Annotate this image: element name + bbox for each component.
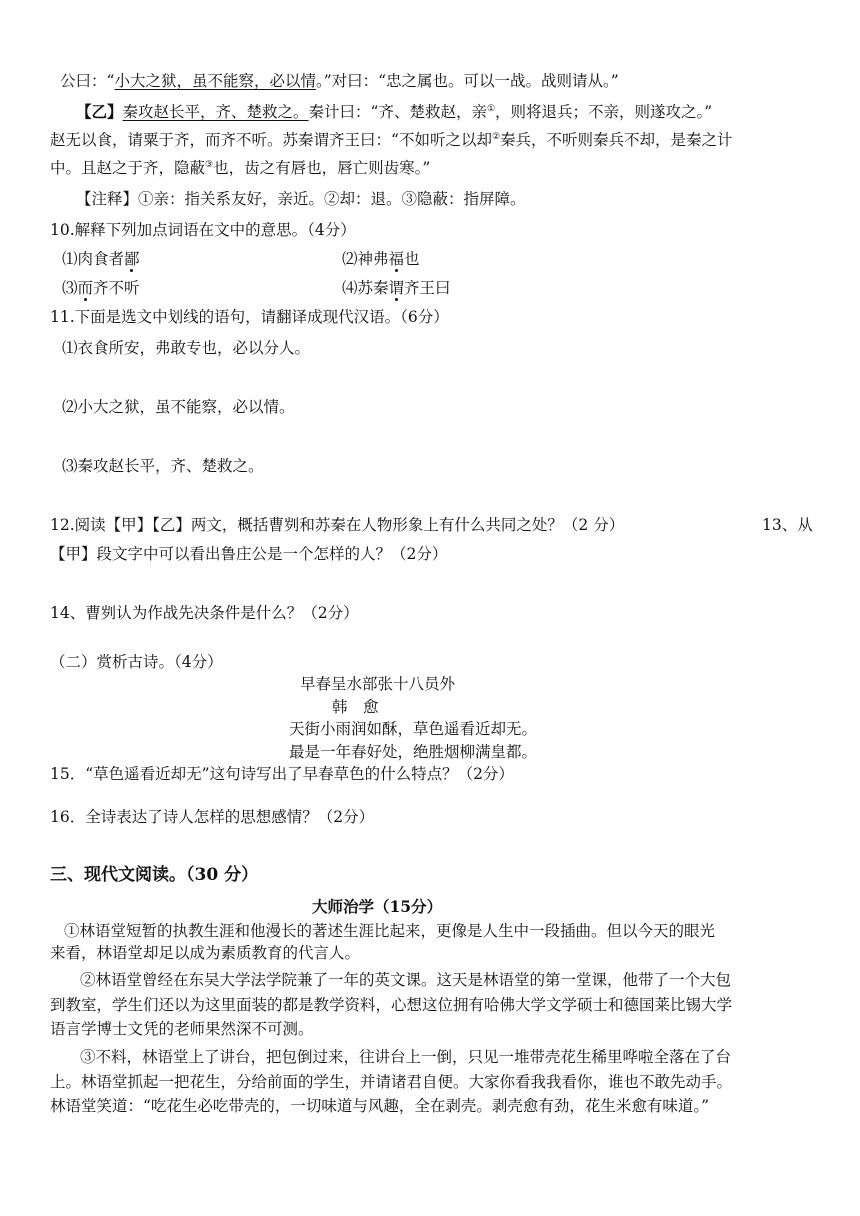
passage-b-line-2 [50, 129, 733, 151]
question-15: 15．“草色遥看近却无”这句诗写出了早春草色的什么特点？（2分） [50, 765, 514, 783]
passage-b-line3-a: 中。且赵之于齐，隐蔽 [50, 159, 206, 177]
note-marker-1: ① [486, 103, 496, 114]
note-marker-3: ③ [205, 159, 214, 170]
passage-b-line2-c: 秦兵，不听则秦兵不却，是秦之计 [500, 131, 733, 149]
question-12: 12.阅读【甲】【乙】两文，概括曹刿和苏秦在人物形象上有什么共同之处？（2 分） [50, 516, 625, 534]
question-16: 16．全诗表达了诗人怎样的思想感情？（2分） [50, 808, 375, 826]
question-13-number: 13、从 [762, 516, 813, 534]
q10-item-1-pre: ⑴肉食者 [62, 250, 125, 268]
passage-a-dialogue [60, 70, 619, 92]
article-p1-line-2: 来看，林语堂却足以成为素质教育的代言人。 [50, 944, 361, 962]
passage-b-underlined: 秦攻赵长平，齐、楚救之。 [122, 103, 309, 121]
passage-a-lead: 公曰：“ [60, 72, 115, 90]
passage-b-line-3 [50, 157, 430, 179]
article-p1-line-1: ①林语堂短暂的执教生涯和他漫长的著述生涯比起来，更像是人生中一段插曲。但以今天的眼光 [64, 922, 716, 940]
q10-item-4-dotted-word: 谓 [388, 279, 405, 297]
article-p2-line-2: 到教室，学生们还以为这里面装的都是教学资料，心想这位拥有哈佛大学文学硕士和德国莱比锡大学 [50, 996, 733, 1014]
q10-item-3-pre: ⑶ [62, 279, 78, 297]
article-p3-line-3: 林语堂笑道：“吃花生必吃带壳的，一切味道与风趣，全在剥壳。剥壳愈有劲，花生米愈有味道。” [50, 1097, 710, 1115]
article-p2-line-3: 语言学博士文凭的老师果然深不可测。 [50, 1020, 314, 1038]
note-marker-2: ② [491, 131, 501, 142]
article-p3-line-1: ③不料，林语堂上了讲台，把包倒过来，往讲台上一倒，只见一堆带壳花生稀里哗啦全落在了台 [80, 1048, 732, 1066]
annotation: 【注释】①亲：指关系友好，亲近。②却：退。③隐蔽：指屏障。 [76, 190, 526, 208]
q10-item-3 [62, 277, 140, 299]
poem-line-1: 天街小雨润如酥，草色遥看近却无。 [289, 720, 538, 738]
q11-item-1: ⑴衣食所安，弗敢专也，必以分人。 [62, 339, 311, 357]
passage-b-line1-tail: ，则将退兵；不亲，则遂攻之。” [495, 103, 713, 121]
q10-item-2 [342, 248, 420, 270]
passage-b-line1-after: 秦计曰：“齐、楚救赵，亲 [308, 103, 487, 121]
question-10-title: 10.解释下列加点词语在文中的意思。（4分） [50, 221, 356, 239]
q10-item-4 [342, 277, 451, 299]
q10-item-1-dotted-word: 鄙 [124, 250, 140, 268]
poem-author: 韩 愈 [332, 698, 379, 716]
q11-item-3: ⑶秦攻赵长平，齐、楚救之。 [62, 457, 264, 475]
passage-b-tag: 【乙】 [76, 102, 123, 121]
passage-a-underlined: 小大之狱，虽不能察，必以情 [114, 72, 316, 90]
q10-item-2-pre: ⑵神弗 [342, 250, 389, 268]
passage-b-line2-a: 赵无以食，请粟于齐，而齐不听。苏秦 [50, 131, 314, 149]
question-13-text: 【甲】段文字中可以看出鲁庄公是一个怎样的人？（2分） [50, 545, 448, 563]
passage-a-tail: 。”对曰：“忠之属也。可以一战。战则请从。” [315, 72, 619, 90]
q10-item-2-dotted-word: 福 [388, 250, 405, 268]
passage-b-line2-b: 齐王曰：“不如听之以却 [329, 131, 492, 149]
poem-title: 早春呈水部张十八员外 [300, 675, 456, 693]
q10-item-3-dotted-word: 而 [77, 279, 94, 297]
q10-item-4-post: 齐王曰 [404, 279, 451, 297]
passage-b-line3-b: 也，齿之有唇也，唇亡则齿寒。” [213, 159, 431, 177]
article-p3-line-2: 上。林语堂抓起一把花生，分给前面的学生，并请诸君自便。大家你看我我看你，谁也不敢先动手。 [50, 1073, 733, 1091]
article-p2-line-1: ②林语堂曾经在东吴大学法学院兼了一年的英文课。这天是林语堂的第一堂课，他带了一个大包 [80, 971, 732, 989]
q10-item-4-pre: ⑷苏秦 [342, 279, 389, 297]
q10-item-1 [62, 248, 140, 270]
question-14: 14、曹刿认为作战先决条件是什么？（2分） [50, 604, 359, 622]
passage-b-line-1 [76, 101, 712, 123]
poem-line-2: 最是一年春好处，绝胜烟柳满皇都。 [289, 743, 538, 761]
question-11-title: 11.下面是选文中划线的语句，请翻译成现代汉语。（6分） [50, 308, 449, 326]
passage-b-line2-dot: 谓 [313, 131, 330, 149]
poem-section-heading: （二）赏析古诗。（4分） [50, 653, 223, 671]
q11-item-2: ⑵小大之狱，虽不能察，必以情。 [62, 398, 295, 416]
q10-item-3-post: 齐不听 [93, 279, 140, 297]
q10-item-2-post: 也 [404, 250, 420, 268]
section-3-heading: 三、现代文阅读。（30 分） [50, 865, 259, 885]
article-title: 大师治学（15分） [312, 897, 443, 916]
